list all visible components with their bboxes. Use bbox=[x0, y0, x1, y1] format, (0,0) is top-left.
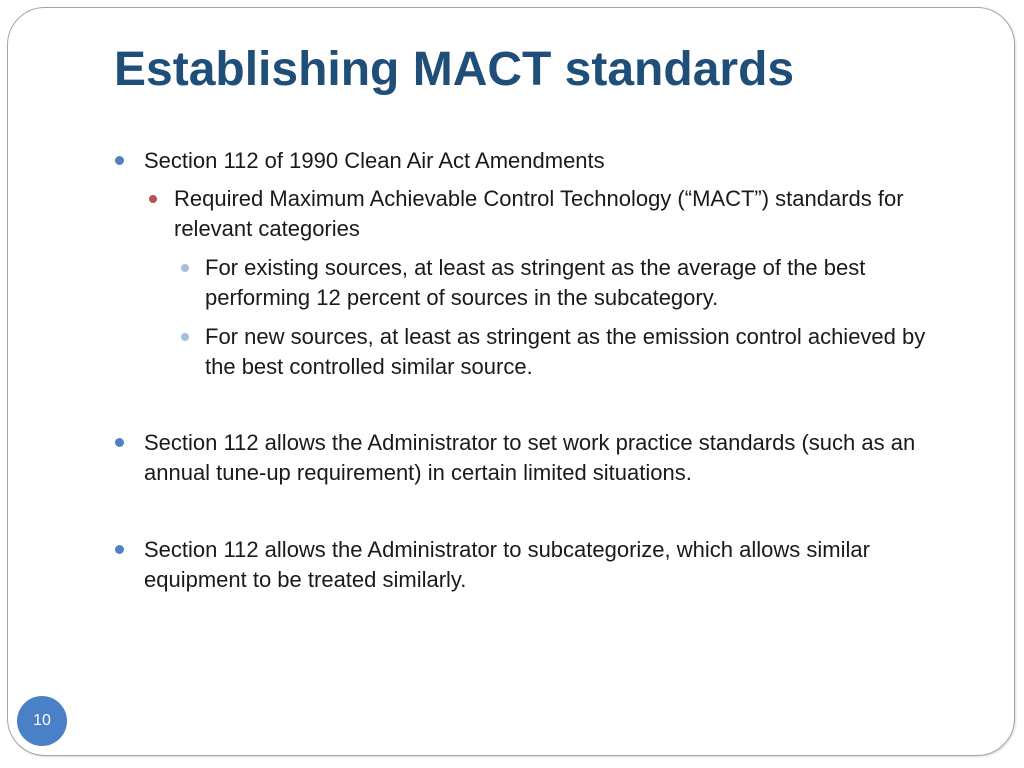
bullet-text: Required Maximum Achievable Control Technology (“MACT”) standards for relevant categories bbox=[174, 186, 904, 241]
bullet-item bbox=[144, 428, 944, 488]
bullet-text: Section 112 of 1990 Clean Air Act Amendments bbox=[144, 148, 605, 173]
bullet-item bbox=[144, 146, 944, 176]
sub-sub-bullet-item bbox=[205, 322, 945, 382]
bullet-dot-icon bbox=[149, 195, 157, 203]
bullet-text: Section 112 allows the Administrator to subcategorize, which allows similar equipment to be treated similarly. bbox=[144, 537, 870, 592]
bullet-dot-icon bbox=[115, 545, 124, 554]
sub-bullet-item bbox=[174, 184, 914, 244]
bullet-text: For existing sources, at least as stringent as the average of the best performing 12 percent of sources in the subcategory. bbox=[205, 255, 866, 310]
bullet-dot-icon bbox=[115, 156, 124, 165]
slide-title: Establishing MACT standards bbox=[114, 43, 795, 96]
bullet-text: For new sources, at least as stringent as the emission control achieved by the best controlled similar source. bbox=[205, 324, 926, 379]
bullet-dot-icon bbox=[181, 333, 189, 341]
bullet-item bbox=[144, 535, 944, 595]
page-number-badge: 10 bbox=[17, 696, 67, 746]
sub-sub-bullet-item bbox=[205, 253, 945, 313]
bullet-dot-icon bbox=[115, 438, 124, 447]
bullet-text: Section 112 allows the Administrator to set work practice standards (such as an annual tune-up requirement) in certain limited situations. bbox=[144, 430, 916, 485]
bullet-dot-icon bbox=[181, 264, 189, 272]
